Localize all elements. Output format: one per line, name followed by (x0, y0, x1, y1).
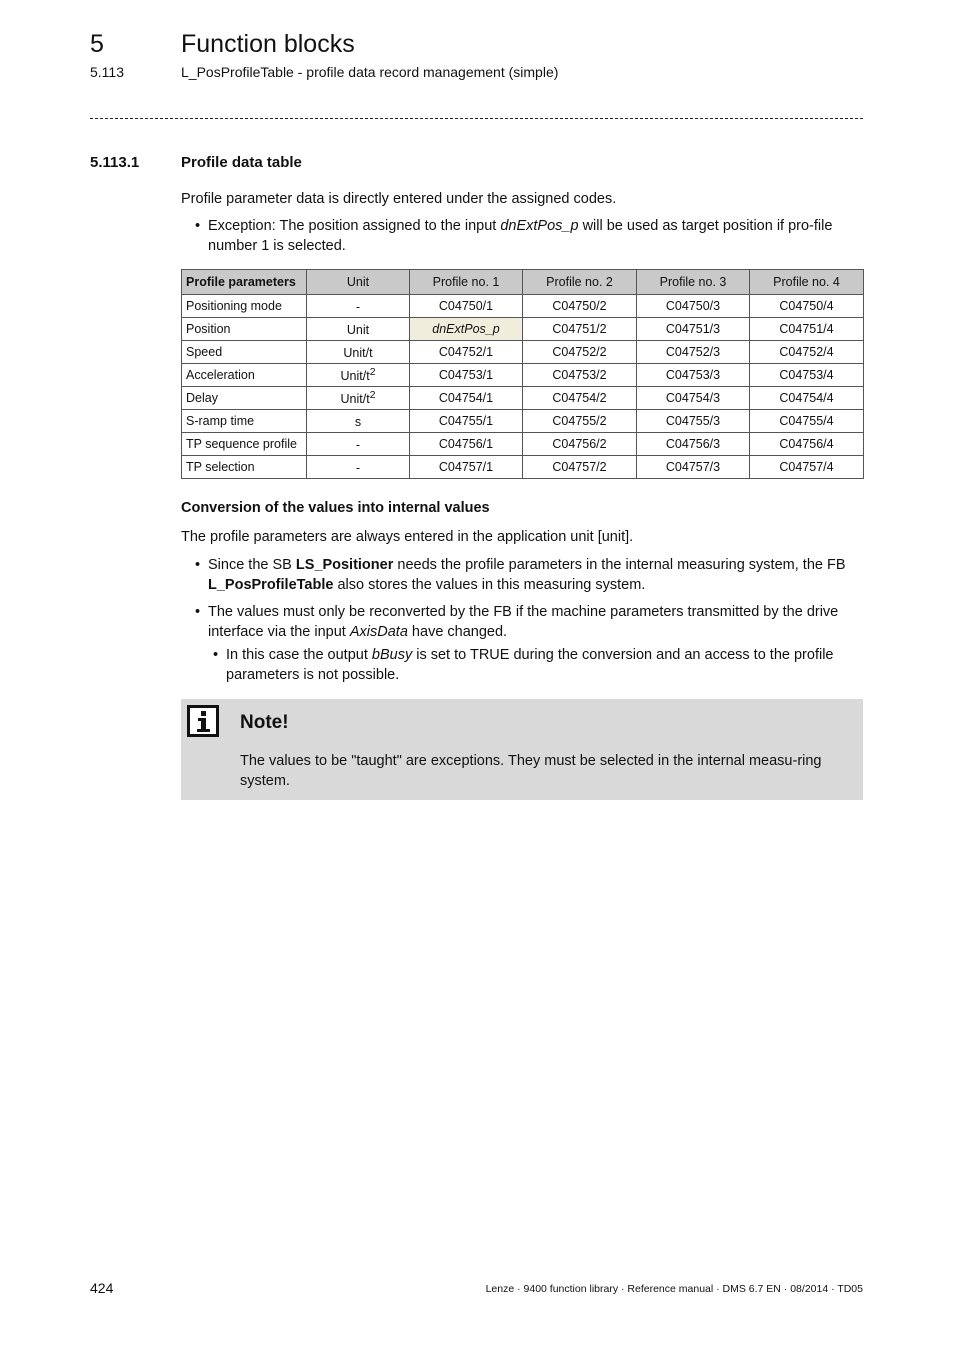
conversion-bullet-2: • The values must only be reconverted by the FB if the machine parameters transmitted by the drive interface via the input AxisData have changed. (181, 602, 863, 642)
profile-cell: C04753/4 (750, 364, 864, 387)
profile-cell: C04756/4 (750, 433, 864, 456)
profile-cell: C04750/2 (523, 295, 637, 318)
info-icon (187, 705, 219, 737)
table-row (182, 341, 864, 364)
profile-cell: C04751/2 (523, 318, 637, 341)
unit-cell: - (307, 295, 410, 318)
subsection-number: 5.113.1 (90, 154, 140, 171)
page-number: 424 (90, 1280, 114, 1296)
profile-cell: C04752/4 (750, 341, 864, 364)
section-title: L_PosProfileTable - profile data record management (simple) (181, 64, 559, 80)
note-title: Note! (240, 712, 289, 733)
profile-data-table (181, 269, 864, 479)
profile-cell: C04755/2 (523, 410, 637, 433)
param-cell: Positioning mode (182, 295, 307, 318)
unit-cell: Unit (307, 318, 410, 341)
table-row (182, 410, 864, 433)
table-row (182, 387, 864, 410)
unit-cell: - (307, 433, 410, 456)
profile-cell: C04757/3 (637, 456, 750, 479)
note-box (181, 699, 863, 800)
profile-cell: C04750/3 (637, 295, 750, 318)
unit-cell: - (307, 456, 410, 479)
profile-cell: C04752/1 (410, 341, 523, 364)
chapter-number: 5 (90, 30, 104, 58)
profile-cell: C04757/4 (750, 456, 864, 479)
chapter-title: Function blocks (181, 30, 355, 58)
profile-cell: C04754/3 (637, 387, 750, 410)
param-cell: Speed (182, 341, 307, 364)
table-header-row (182, 270, 864, 295)
param-cell: Position (182, 318, 307, 341)
profile-cell: C04753/2 (523, 364, 637, 387)
profile-cell: C04752/3 (637, 341, 750, 364)
conversion-heading: Conversion of the values into internal values (181, 500, 490, 516)
profile-cell: C04756/1 (410, 433, 523, 456)
profile-cell: C04755/1 (410, 410, 523, 433)
profile-cell-highlighted: dnExtPos_p (410, 318, 523, 341)
profile-cell: C04751/3 (637, 318, 750, 341)
conversion-subbullet: • In this case the output bBusy is set to TRUE during the conversion and an access to the profile parameters is not possible. (181, 645, 863, 685)
column-header: Profile no. 1 (410, 270, 523, 295)
profile-cell: C04754/4 (750, 387, 864, 410)
subsection-title: Profile data table (181, 154, 302, 171)
conversion-text: The profile parameters are always entered in the application unit [unit]. (181, 529, 634, 545)
profile-cell: C04753/3 (637, 364, 750, 387)
profile-cell: C04751/4 (750, 318, 864, 341)
table-row (182, 433, 864, 456)
profile-cell: C04754/2 (523, 387, 637, 410)
column-header: Profile no. 2 (523, 270, 637, 295)
column-header: Unit (307, 270, 410, 295)
section-number: 5.113 (90, 64, 124, 80)
table-row (182, 456, 864, 479)
table-row (182, 364, 864, 387)
unit-cell: Unit/$t^2$ (307, 387, 410, 410)
intro-block (181, 189, 863, 256)
unit-cell: Unit/$t^2$ (307, 364, 410, 387)
header-divider (90, 118, 863, 119)
unit-cell: Unit/t (307, 341, 410, 364)
profile-cell: C04753/1 (410, 364, 523, 387)
intro-text: Profile parameter data is directly entered under the assigned codes. (181, 191, 617, 207)
profile-cell: C04756/3 (637, 433, 750, 456)
profile-cell: C04754/1 (410, 387, 523, 410)
param-cell: TP selection (182, 456, 307, 479)
param-cell: Acceleration (182, 364, 307, 387)
param-cell: Delay (182, 387, 307, 410)
table-row (182, 318, 864, 341)
conversion-block (181, 527, 863, 685)
column-header: Profile no. 3 (637, 270, 750, 295)
footer-text: Lenze · 9400 function library · Reference manual · DMS 6.7 EN · 08/2014 · TD05 (485, 1283, 863, 1295)
profile-cell: C04755/3 (637, 410, 750, 433)
profile-cell: C04750/4 (750, 295, 864, 318)
profile-cell: C04752/2 (523, 341, 637, 364)
profile-cell: C04757/2 (523, 456, 637, 479)
exception-bullet: • Exception: The position assigned to the input dnExtPos_p will be used as target position if pro-file number 1 is selected. (181, 216, 863, 256)
column-header: Profile parameters (182, 270, 307, 295)
unit-cell: s (307, 410, 410, 433)
note-text: The values to be "taught" are exceptions. They must be selected in the internal measu-ring system. (240, 753, 822, 789)
param-cell: TP sequence profile (182, 433, 307, 456)
column-header: Profile no. 4 (750, 270, 864, 295)
profile-cell: C04756/2 (523, 433, 637, 456)
conversion-bullet-1: • Since the SB LS_Positioner needs the profile parameters in the internal measuring system, the FB L_PosProfileTable also stores the values in this measuring system. (181, 555, 863, 595)
profile-cell: C04755/4 (750, 410, 864, 433)
profile-cell: C04750/1 (410, 295, 523, 318)
table-row (182, 295, 864, 318)
profile-cell: C04757/1 (410, 456, 523, 479)
param-cell: S-ramp time (182, 410, 307, 433)
